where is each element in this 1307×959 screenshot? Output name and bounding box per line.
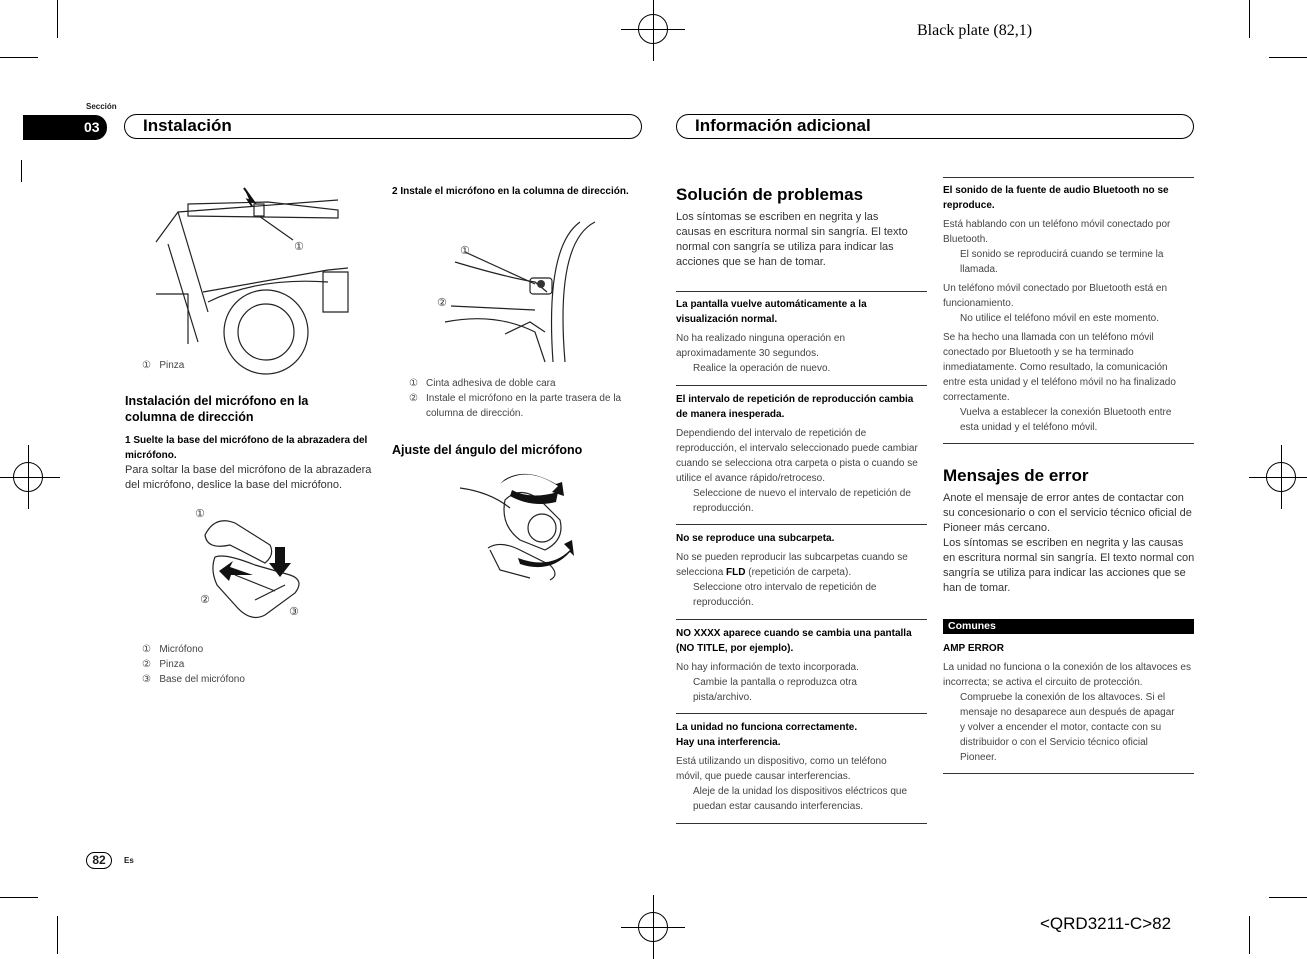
crop-mark bbox=[1249, 916, 1250, 954]
symptom: No se reproduce una subcarpeta. bbox=[676, 533, 835, 544]
divider bbox=[943, 773, 1194, 774]
crop-mark bbox=[21, 160, 22, 182]
action: Cambie la pantalla o reproduzca otra pista/archivo. bbox=[693, 677, 857, 703]
divider bbox=[676, 823, 927, 824]
symptom: La pantalla vuelve automáticamente a la visualización normal. bbox=[676, 299, 867, 325]
divider bbox=[676, 385, 927, 386]
divider bbox=[943, 443, 1194, 444]
step1-text: Para soltar la base del micrófono de la abrazadera del micrófono, deslice la base del micrófono. bbox=[125, 464, 372, 491]
comunes-bar: Comunes bbox=[943, 619, 1194, 634]
cause: No hay información de texto incorporada. bbox=[676, 662, 859, 673]
plate-label: Black plate (82,1) bbox=[917, 22, 1033, 39]
crop-mark bbox=[0, 897, 38, 898]
trouble-item-3 bbox=[676, 531, 926, 610]
step1-title: 1 Suelte la base del micrófono de la abrazadera del micrófono. bbox=[125, 435, 368, 461]
errors-intro: Anote el mensaje de error antes de contactar con su concesionario o con el servicio técnico oficial de Pioneer más cercano. Los síntomas se escriben en negrita y las causas en escritura normal sin sangría. El texto normal con sangría se utiliza para indicar las acciones que se han de tomar. bbox=[943, 492, 1195, 594]
cause: La unidad no funciona o la conexión de los altavoces es incorrecta; se activa el circuito de protección. bbox=[943, 662, 1191, 688]
registration-mark bbox=[638, 14, 668, 44]
action: El sonido se reproducirá cuando se termine la llamada. bbox=[960, 249, 1164, 275]
bluetooth-trouble bbox=[943, 183, 1193, 435]
print-code: <QRD3211-C>82 bbox=[1040, 914, 1172, 933]
crop-mark bbox=[0, 57, 38, 58]
section-number bbox=[23, 115, 107, 140]
cause: No ha realizado ninguna operación en aproximadamente 30 segundos. bbox=[676, 333, 846, 359]
page-number: 82 bbox=[92, 853, 106, 867]
divider bbox=[676, 713, 927, 714]
registration-mark bbox=[13, 462, 43, 492]
divider bbox=[676, 291, 927, 292]
fig3-legend: ① Cinta adhesiva de doble cara ② Instale el micrófono en la parte trasera de la columna de dirección. bbox=[409, 378, 622, 419]
windshield-clip-illustration bbox=[148, 182, 348, 344]
action: Aleje de la unidad los dispositivos eléctricos que puedan estar causando interferencias. bbox=[693, 786, 908, 812]
step2-title: 2 Instale el micrófono en la columna de dirección. bbox=[392, 186, 629, 197]
registration-mark bbox=[1266, 462, 1296, 492]
cause: Dependiendo del intervalo de repetición de reproducción, el intervalo seleccionado puede cambiar cuando se selecciona otra carpeta o pista o cuando se utilice el avance rápido/retroceso. bbox=[676, 428, 918, 484]
symptom: La unidad no funciona correctamente. bbox=[676, 722, 858, 733]
microphone-clip-illustration bbox=[195, 505, 310, 625]
trouble-item-1 bbox=[676, 297, 926, 376]
symptom: El sonido de la fuente de audio Bluetooth no se reproduce. bbox=[943, 185, 1169, 211]
trouble-item-5 bbox=[676, 720, 926, 814]
troubleshooting-intro: Los síntomas se escriben en negrita y las causas en escritura normal sin sangría. El texto normal con sangría se utiliza para indicar las acciones que se han de tomar. bbox=[676, 211, 908, 268]
left-section-title: Instalación bbox=[124, 114, 642, 139]
fig2-callout-1: ① bbox=[195, 507, 205, 520]
trouble-item-4 bbox=[676, 626, 928, 705]
fig2-callout-3: ③ bbox=[289, 605, 299, 618]
crop-mark bbox=[57, 0, 58, 38]
action: Realice la operación de nuevo. bbox=[693, 363, 831, 374]
divider bbox=[676, 524, 927, 525]
action: Compruebe la conexión de los altavoces. Si el mensaje no desaparece aun después de apagar y volver a encender el motor, contacte con su distribuidor o con el Servicio técnico oficial Pioneer. bbox=[960, 692, 1175, 763]
angle-heading: Ajuste del ángulo del micrófono bbox=[392, 443, 583, 457]
crop-mark bbox=[1269, 57, 1307, 58]
legend-num: ① bbox=[142, 360, 151, 371]
cause: Está hablando con un teléfono móvil conectado por Bluetooth. bbox=[943, 219, 1171, 245]
language-code: Es bbox=[124, 856, 134, 865]
cause: Se ha hecho una llamada con un teléfono móvil conectado por Bluetooth y se ha terminado inmediatamente. Como resultado, la comunicación entre esta unidad y el teléfono móvil no ha finalizado correctamente. bbox=[943, 332, 1176, 403]
action: Vuelva a establecer la conexión Bluetooth entre esta unidad y el teléfono móvil. bbox=[960, 407, 1172, 433]
amp-error bbox=[943, 641, 1195, 765]
right-section-title: Información adicional bbox=[676, 114, 1194, 139]
action: Seleccione de nuevo el intervalo de repetición de reproducción. bbox=[693, 488, 911, 514]
section-number-text: 03 bbox=[84, 119, 100, 135]
cause: Está utilizando un dispositivo, como un teléfono móvil, que puede causar interferencias. bbox=[676, 756, 887, 782]
divider bbox=[943, 177, 1194, 178]
symptom: NO XXXX aparece cuando se cambia una pantalla (NO TITLE, por ejemplo). bbox=[676, 628, 912, 654]
divider bbox=[676, 619, 927, 620]
legend-text: Pinza bbox=[159, 360, 185, 371]
action: Seleccione otro intervalo de repetición de reproducción. bbox=[693, 582, 877, 608]
cause: Un teléfono móvil conectado por Bluetooth está en funcionamiento. bbox=[943, 283, 1168, 309]
registration-mark bbox=[638, 912, 668, 942]
trouble-item-2 bbox=[676, 392, 926, 516]
symptom: El intervalo de repetición de reproducción cambia de manera inesperada. bbox=[676, 394, 914, 420]
page-number-tab bbox=[86, 852, 112, 869]
action: No utilice el teléfono móvil en este momento. bbox=[960, 313, 1159, 324]
errors-heading: Mensajes de error bbox=[943, 466, 1089, 485]
troubleshooting-heading: Solución de problemas bbox=[676, 185, 864, 204]
steering-column-illustration bbox=[435, 222, 605, 362]
fig1-callout: ① bbox=[294, 240, 304, 253]
crop-mark bbox=[1249, 0, 1250, 38]
cause: No se pueden reproducir las subcarpetas cuando se selecciona FLD (repetición de carpeta). bbox=[676, 552, 908, 578]
fig3-callout-1: ① bbox=[460, 244, 470, 257]
crop-mark bbox=[57, 916, 58, 954]
fig3-callout-2: ② bbox=[437, 296, 447, 309]
microphone-angle-illustration bbox=[460, 470, 580, 580]
mic-install-heading: Instalación del micrófono en la columna de dirección bbox=[125, 394, 309, 424]
section-label: Sección bbox=[86, 102, 117, 111]
fig1-legend bbox=[142, 358, 184, 373]
crop-mark bbox=[1269, 897, 1307, 898]
symptom-2: Hay una interferencia. bbox=[676, 737, 781, 748]
fig2-legend: ① Micrófono ② Pinza ③ Base del micrófono bbox=[142, 644, 245, 685]
error-code: AMP ERROR bbox=[943, 643, 1004, 654]
fig2-callout-2: ② bbox=[200, 593, 210, 606]
